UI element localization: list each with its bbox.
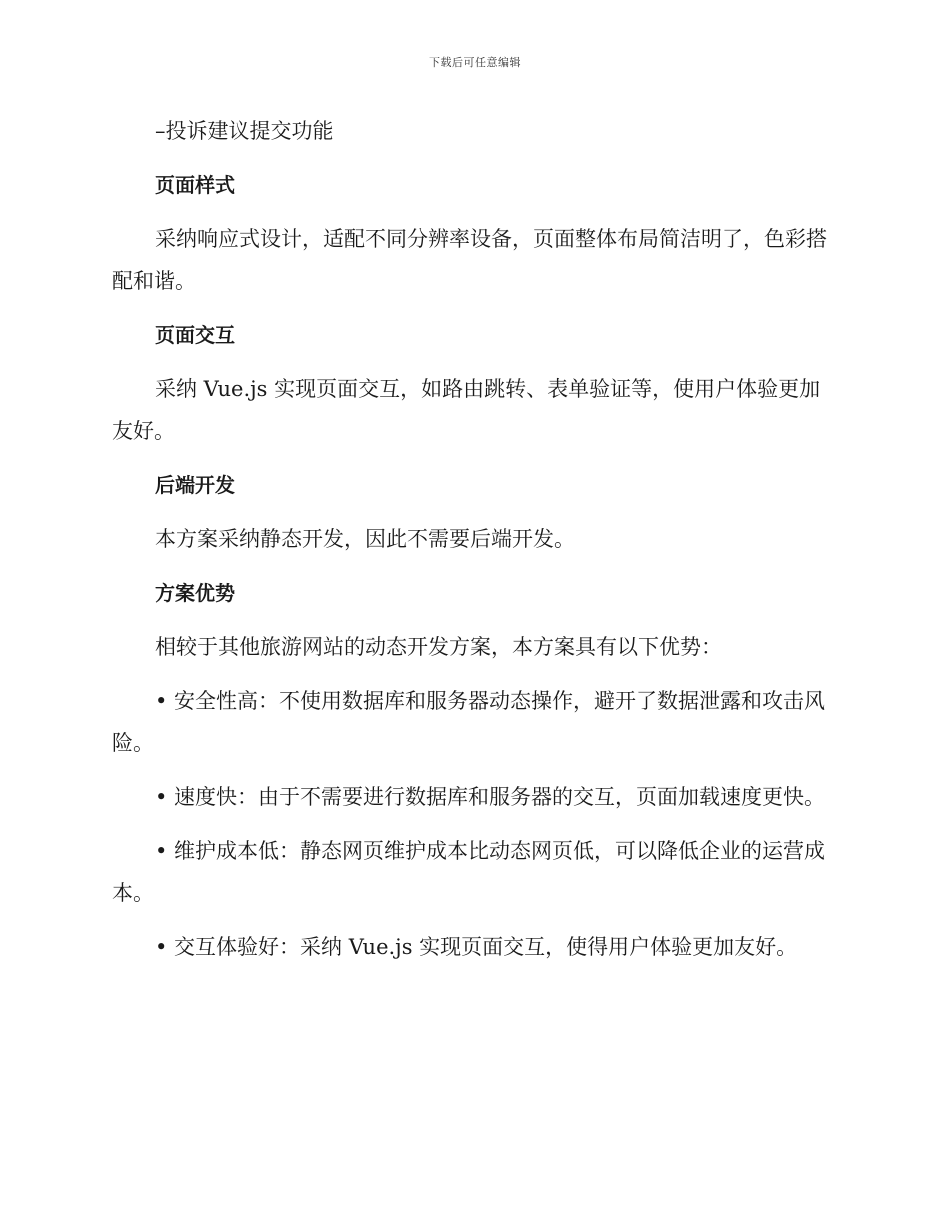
paragraph-advantages-intro: 相较于其他旅游网站的动态开发方案，本方案具有以下优势： <box>155 635 722 659</box>
paragraph-backend: 本方案采纳静态开发，因此不需要后端开发。 <box>155 527 575 551</box>
paragraph-page-style: 采纳响应式设计，适配不同分辨率设备，页面整体布局简洁明了，色彩搭配和谐。 <box>112 227 827 293</box>
heading-page-style: 页面样式 <box>155 173 235 197</box>
page-header-note: 下载后可任意编辑 <box>429 56 521 69</box>
bullet-security: • 安全性高：不使用数据库和服务器动态操作，避开了数据泄露和攻击风险。 <box>112 689 826 755</box>
bullet-maintenance: • 维护成本低：静态网页维护成本比动态网页低，可以降低企业的运营成本。 <box>112 839 826 905</box>
heading-page-interaction: 页面交互 <box>155 323 235 347</box>
bullet-interaction: • 交互体验好：采纳 Vue.js 实现页面交互，使得用户体验更加友好。 <box>155 935 798 959</box>
heading-backend: 后端开发 <box>155 473 235 497</box>
heading-advantages: 方案优势 <box>155 581 235 605</box>
complaint-feature-line: –投诉建议提交功能 <box>155 119 334 143</box>
bullet-speed: • 速度快：由于不需要进行数据库和服务器的交互，页面加载速度更快。 <box>155 785 826 809</box>
paragraph-page-interaction: 采纳 Vue.js 实现页面交互，如路由跳转、表单验证等，使用户体验更加友好。 <box>112 377 821 443</box>
document-body <box>112 110 832 968</box>
